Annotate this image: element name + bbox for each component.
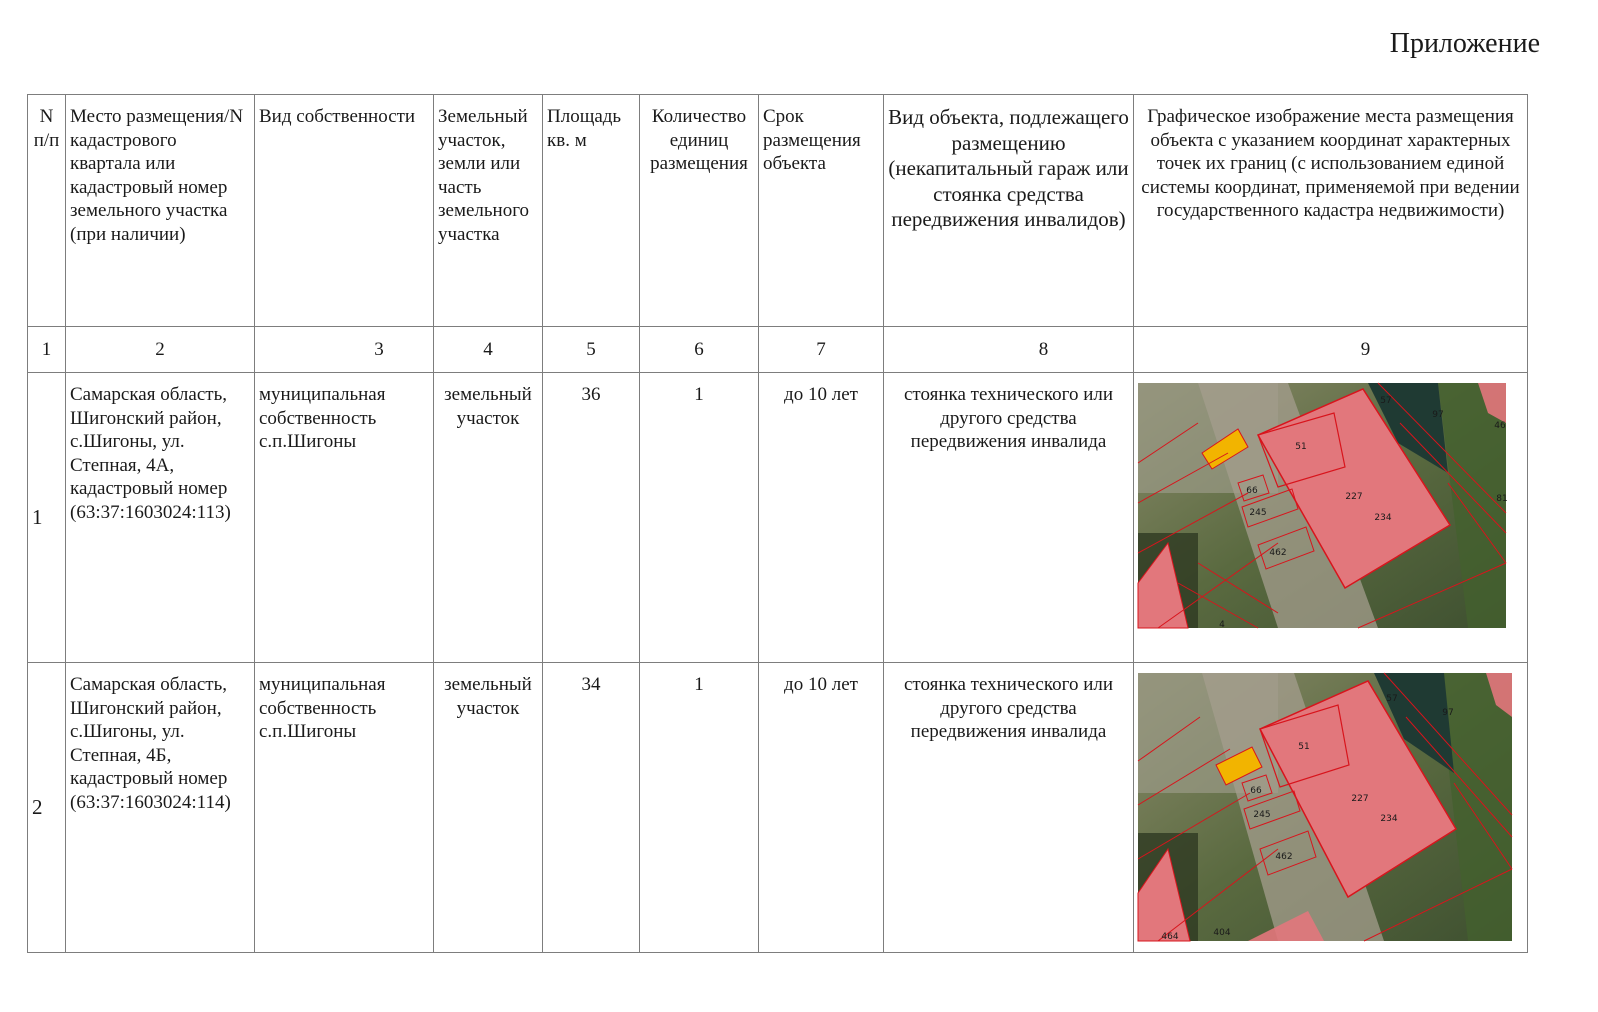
row-ownership: муниципальная собственность с.п.Шигоны <box>255 663 434 953</box>
header-location: Место размещения/N кадастрового квартала или кадастровый номер земельного участка (при наличии) <box>66 95 255 327</box>
map-label: 66 <box>1250 786 1262 796</box>
row-units: 1 <box>640 663 759 953</box>
map-label: 4 <box>1219 620 1225 630</box>
map-label: 404 <box>1213 928 1231 938</box>
row-ownership: муниципальная собственность с.п.Шигоны <box>255 373 434 663</box>
map-label: 46 <box>1494 421 1506 431</box>
map-label: 51 <box>1298 742 1310 752</box>
row-location: Самарская область, Шигонский район, с.Шигоны, ул. Степная, 4А, кадастровый номер (63:37:1603024:113) <box>66 373 255 663</box>
header-land: Земельный участок, земли или часть земельного участка <box>434 95 543 327</box>
header-number: N п/п <box>28 95 66 327</box>
row-number: 2 <box>28 663 66 953</box>
header-object-type: Вид объекта, подлежащего размещению (некапитальный гараж или стоянка средства передвижения инвалидов) <box>884 95 1134 327</box>
row-term: до 10 лет <box>759 373 884 663</box>
column-number-row <box>28 327 1528 373</box>
map-label: 57 <box>1380 396 1392 406</box>
row-number: 1 <box>28 373 66 663</box>
map-label: 97 <box>1432 410 1444 420</box>
map-label: 462 <box>1275 852 1293 862</box>
column-number: 5 <box>543 327 640 373</box>
map-label: 245 <box>1253 810 1271 820</box>
header-ownership: Вид собственности <box>255 95 434 327</box>
row-land: земельный участок <box>434 373 543 663</box>
column-number: 3 <box>255 327 434 373</box>
map-label: 234 <box>1374 513 1392 523</box>
table-row <box>28 373 1528 663</box>
row-object-type: стоянка технического или другого средства передвижения инвалида <box>884 663 1134 953</box>
map-label: 97 <box>1442 708 1454 718</box>
map-label: 81 <box>1496 494 1508 504</box>
cadastral-map-svg <box>1138 383 1506 628</box>
map-label: 462 <box>1269 548 1287 558</box>
column-number: 9 <box>1134 327 1528 373</box>
row-units: 1 <box>640 373 759 663</box>
row-map-cell <box>1134 663 1528 953</box>
document-title: Приложение <box>1389 28 1540 59</box>
row-term: до 10 лет <box>759 663 884 953</box>
column-number: 8 <box>884 327 1134 373</box>
cadastral-map-svg <box>1138 673 1512 941</box>
row-map-cell <box>1134 373 1528 663</box>
map-label: 464 <box>1161 932 1179 942</box>
map-label: 66 <box>1246 486 1258 496</box>
column-number: 6 <box>640 327 759 373</box>
map-label: 51 <box>1295 442 1307 452</box>
header-graphic: Графическое изображение места размещения объекта с указанием координат характерных точек их границ (с использованием единой системы координат, применяемой при ведении государственного кадастра недвижимости) <box>1134 95 1528 327</box>
row-object-type: стоянка технического или другого средства передвижения инвалида <box>884 373 1134 663</box>
row-area: 34 <box>543 663 640 953</box>
row-area: 36 <box>543 373 640 663</box>
map-label: 57 <box>1386 694 1398 704</box>
header-area: Площадь кв. м <box>543 95 640 327</box>
map-label: 234 <box>1380 814 1398 824</box>
cadastral-map-image <box>1138 673 1512 941</box>
table-row <box>28 663 1528 953</box>
map-label: 227 <box>1351 794 1369 804</box>
column-number: 1 <box>28 327 66 373</box>
row-land: земельный участок <box>434 663 543 953</box>
header-term: Срок размещения объекта <box>759 95 884 327</box>
column-number: 7 <box>759 327 884 373</box>
row-location: Самарская область, Шигонский район, с.Шигоны, ул. Степная, 4Б, кадастровый номер (63:37:1603024:114) <box>66 663 255 953</box>
header-units: Количество единиц размещения <box>640 95 759 327</box>
map-label: 227 <box>1345 492 1363 502</box>
column-number: 2 <box>66 327 255 373</box>
column-number: 4 <box>434 327 543 373</box>
cadastral-map-image <box>1138 383 1506 628</box>
map-label: 245 <box>1249 508 1267 518</box>
placement-table <box>27 94 1528 953</box>
table-header-row <box>28 95 1528 327</box>
